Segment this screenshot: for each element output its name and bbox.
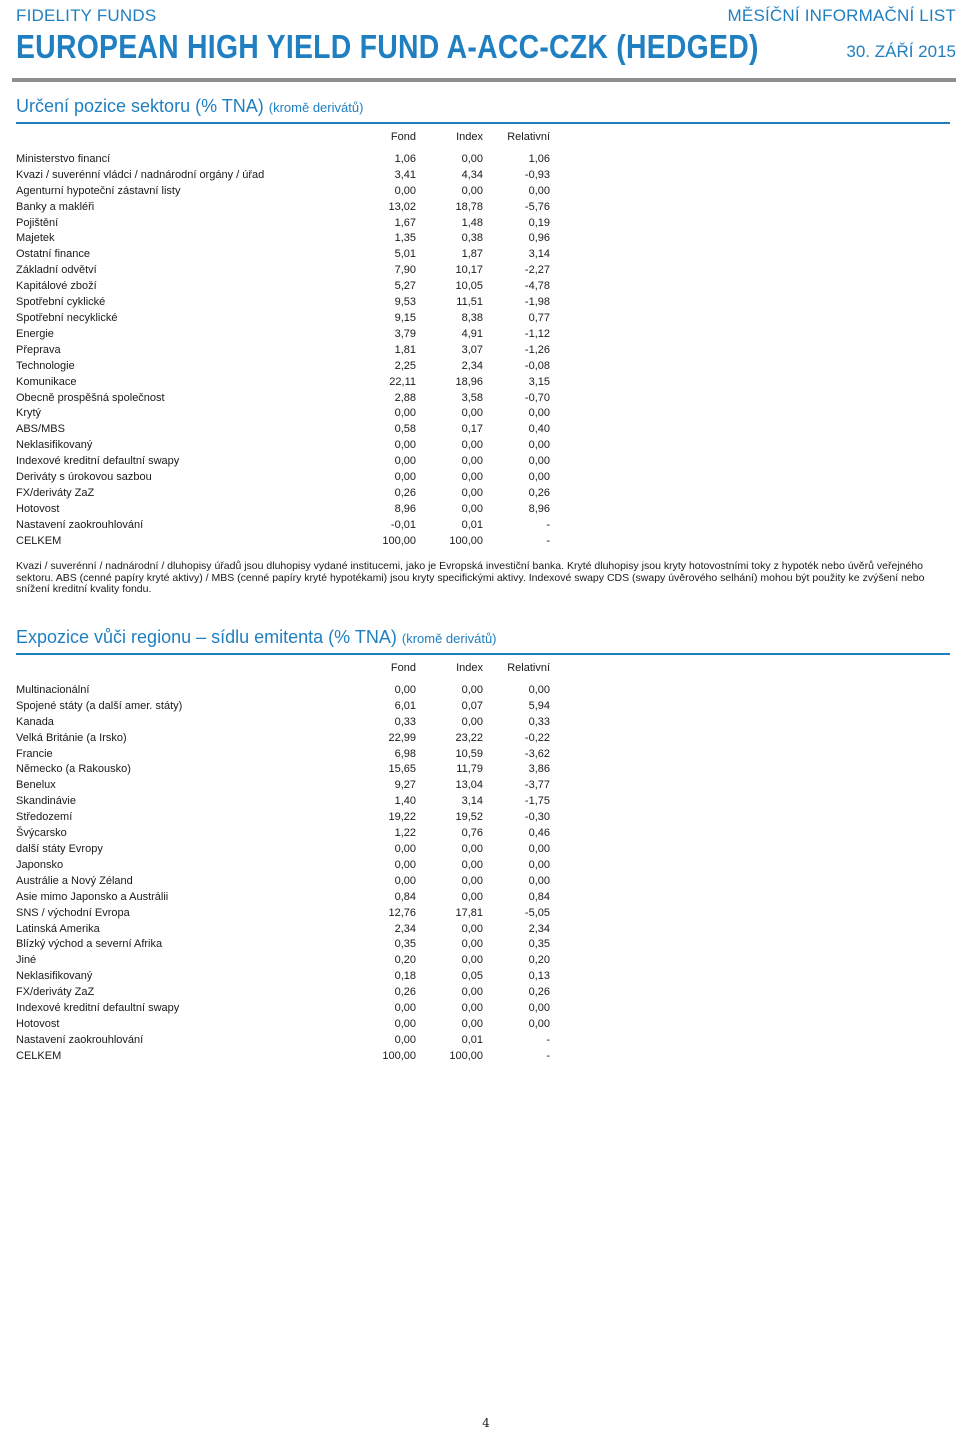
- relative-value: -0,93: [524, 168, 550, 181]
- table-row: [16, 184, 550, 200]
- relative-value: 3,15: [528, 375, 550, 388]
- index-value: 18,96: [455, 375, 483, 388]
- index-value: 1,48: [461, 216, 483, 229]
- index-value: 0,00: [461, 486, 483, 499]
- table-row: [16, 715, 550, 731]
- table-row: [16, 216, 550, 232]
- index-value: 8,38: [461, 311, 483, 324]
- row-label: Latinská Amerika: [16, 922, 100, 935]
- fund-value: 0,58: [394, 423, 416, 436]
- row-label: FX/deriváty ZaZ: [16, 486, 95, 499]
- fund-value: 100,00: [382, 534, 416, 547]
- header-top: [16, 6, 956, 26]
- relative-value: -1,98: [524, 296, 550, 309]
- relative-value: -0,30: [524, 811, 550, 824]
- index-value: 18,78: [455, 200, 483, 213]
- row-label: Benelux: [16, 779, 56, 792]
- relative-value: -1,26: [524, 343, 550, 356]
- table-row: [16, 311, 550, 327]
- index-value: 0,00: [461, 1002, 483, 1015]
- relative-value: -: [546, 534, 550, 547]
- index-value: 2,34: [461, 359, 483, 372]
- relative-value: 2,34: [528, 922, 550, 935]
- table-row: [16, 699, 550, 715]
- table-row: [16, 375, 550, 391]
- index-value: 0,76: [461, 827, 483, 840]
- fund-value: 3,41: [394, 168, 416, 181]
- relative-value: -: [546, 518, 550, 531]
- table-row: [16, 518, 550, 534]
- row-label: Deriváty s úrokovou sazbou: [16, 471, 152, 484]
- index-value: 0,00: [461, 407, 483, 420]
- index-value: 10,17: [455, 264, 483, 277]
- table-row: [16, 937, 550, 953]
- row-label: Kapitálové zboží: [16, 280, 97, 293]
- index-value: 0,00: [461, 471, 483, 484]
- relative-value: 0,35: [528, 938, 550, 951]
- row-label: Základní odvětví: [16, 264, 97, 277]
- table-row: [16, 295, 550, 311]
- index-value: 0,00: [461, 938, 483, 951]
- index-value: 3,07: [461, 343, 483, 356]
- relative-value: -5,05: [524, 906, 550, 919]
- row-label: Švýcarsko: [16, 827, 67, 840]
- row-label: Banky a makléři: [16, 200, 95, 213]
- index-value: 0,00: [461, 922, 483, 935]
- index-value: 11,51: [456, 296, 483, 309]
- index-value: 10,59: [455, 747, 483, 760]
- index-value: 0,38: [461, 232, 483, 245]
- relative-value: 0,00: [528, 471, 550, 484]
- relative-value: 0,00: [528, 407, 550, 420]
- row-label: Neklasifikovaný: [16, 439, 93, 452]
- row-label: Blízký východ a severní Afrika: [16, 938, 163, 951]
- fund-value: 8,96: [394, 502, 416, 515]
- row-label: Nastavení zaokrouhlování: [16, 1033, 144, 1046]
- row-label: Multinacionální: [16, 683, 90, 696]
- fund-value: 100,00: [382, 1049, 416, 1062]
- fund-value: 0,00: [394, 1002, 416, 1015]
- row-label: Hotovost: [16, 1017, 60, 1030]
- relative-value: 0,00: [528, 874, 550, 887]
- relative-value: 0,19: [528, 216, 550, 229]
- row-label: Energie: [16, 327, 54, 340]
- fund-value: 0,18: [394, 970, 416, 983]
- index-value: 0,00: [461, 1017, 483, 1030]
- fund-value: 0,33: [394, 715, 416, 728]
- relative-value: 0,13: [528, 970, 550, 983]
- region-table-body: [16, 683, 550, 1065]
- relative-value: -1,12: [524, 327, 550, 340]
- relative-value: 0,00: [528, 1017, 550, 1030]
- sector-title-text: Určení pozice sektoru (% TNA): [16, 96, 264, 116]
- row-label: Středozemí: [16, 811, 73, 824]
- index-value: 0,00: [461, 954, 483, 967]
- relative-value: 0,00: [528, 455, 550, 468]
- row-label: Skandinávie: [16, 795, 76, 808]
- table-row: [16, 279, 550, 295]
- index-value: 3,58: [461, 391, 483, 404]
- fund-value: 22,11: [389, 375, 416, 388]
- relative-value: 0,40: [528, 423, 550, 436]
- row-label: Ostatní finance: [16, 248, 90, 261]
- fund-value: 0,00: [394, 858, 416, 871]
- row-label: další státy Evropy: [16, 842, 103, 855]
- row-label: Technologie: [16, 359, 75, 372]
- region-table: [16, 661, 550, 1065]
- column-header-relative: Relativní: [507, 662, 550, 674]
- relative-value: -0,70: [524, 391, 550, 404]
- index-value: 0,01: [461, 1033, 483, 1046]
- table-row: [16, 1049, 550, 1065]
- sector-title: [16, 96, 950, 117]
- index-value: 0,00: [461, 986, 483, 999]
- fund-value: 0,35: [394, 938, 416, 951]
- relative-value: 0,00: [528, 184, 550, 197]
- row-label: Agenturní hypoteční zástavní listy: [16, 184, 181, 197]
- index-value: 0,00: [461, 184, 483, 197]
- index-value: 0,17: [461, 423, 483, 436]
- table-row: [16, 953, 550, 969]
- index-value: 23,22: [455, 731, 483, 744]
- column-header-index: Index: [456, 662, 483, 674]
- index-value: 3,14: [461, 795, 483, 808]
- row-label: Jiné: [16, 954, 37, 967]
- fund-value: 2,25: [394, 359, 416, 372]
- brand-name: FIDELITY FUNDS: [16, 6, 157, 25]
- table-row: [16, 842, 550, 858]
- relative-value: 0,96: [528, 232, 550, 245]
- relative-value: 0,46: [528, 827, 550, 840]
- relative-value: 3,86: [528, 763, 550, 776]
- fund-value: 2,88: [394, 391, 416, 404]
- region-title-rule: [16, 653, 950, 655]
- region-section: [16, 627, 950, 1065]
- relative-value: 0,26: [528, 986, 550, 999]
- region-subtitle: (kromě derivátů): [401, 631, 497, 646]
- index-value: 19,52: [455, 811, 483, 824]
- index-value: 4,91: [461, 327, 483, 340]
- row-label: Německo (a Rakousko): [16, 763, 131, 776]
- row-label: Indexové kreditní defaultní swapy: [16, 1002, 180, 1015]
- fund-value: 0,00: [394, 407, 416, 420]
- relative-value: 0,33: [528, 715, 550, 728]
- sector-section: [16, 96, 950, 550]
- sector-footnote: Kvazi / suverénní / nadnárodní / dluhopisy úřadů jsou dluhopisy vydané institucemi, jako je Evropská investiční banka. Kryté dluhopisy jsou kryty hotovostními toky z hypoték nebo úvěrů veřejného sektoru. ABS (cenné papíry kryté aktivy) / MBS (cenné papíry kryté hypotékami) jsou kryty specifickými aktivy. Indexové swapy CDS (swapy úvěrového selhání) mohou být použity ke zvýšení nebo snížení kreditní kvality fondu.: [16, 560, 925, 595]
- table-row: [16, 152, 550, 168]
- fund-value: 0,00: [394, 439, 416, 452]
- row-label: Pojištění: [16, 216, 59, 229]
- label-column-header: [16, 130, 366, 146]
- fund-value: 3,79: [394, 327, 416, 340]
- fund-value: 0,26: [394, 986, 416, 999]
- row-label: Neklasifikovaný: [16, 970, 93, 983]
- table-row: [16, 890, 550, 906]
- column-header-relative: Relativní: [507, 131, 550, 143]
- region-title: [16, 627, 950, 648]
- fund-value: 7,90: [394, 264, 416, 277]
- table-row: [16, 343, 550, 359]
- table-row: [16, 359, 550, 375]
- table-row: [16, 406, 550, 422]
- table-row: [16, 747, 550, 763]
- fund-value: 0,00: [394, 683, 416, 696]
- fund-value: 0,00: [394, 471, 416, 484]
- header-divider: [12, 78, 956, 82]
- fund-value: 2,34: [394, 922, 416, 935]
- relative-value: 1,06: [528, 152, 550, 165]
- row-label: Majetek: [16, 232, 55, 245]
- table-row: [16, 502, 550, 518]
- table-row: [16, 247, 550, 263]
- relative-value: -3,62: [524, 747, 550, 760]
- table-row: [16, 906, 550, 922]
- table-row: [16, 731, 550, 747]
- fund-value: 0,84: [394, 890, 416, 903]
- table-row: [16, 168, 550, 184]
- fund-value: 5,27: [394, 280, 416, 293]
- row-label: CELKEM: [16, 534, 62, 547]
- index-value: 100,00: [449, 534, 483, 547]
- row-label: ABS/MBS: [16, 423, 65, 436]
- index-value: 1,87: [461, 248, 483, 261]
- index-value: 0,01: [461, 518, 483, 531]
- table-row: [16, 858, 550, 874]
- index-value: 0,00: [461, 715, 483, 728]
- table-row: [16, 1001, 550, 1017]
- region-table-header: [16, 661, 550, 677]
- fund-value: 1,06: [394, 152, 416, 165]
- fund-value: 13,02: [388, 200, 416, 213]
- table-row: [16, 1017, 550, 1033]
- fund-value: 0,00: [394, 1017, 416, 1030]
- index-value: 0,00: [461, 858, 483, 871]
- table-row: [16, 454, 550, 470]
- document-date: 30. ZÁŘÍ 2015: [846, 42, 956, 61]
- sector-subtitle: (kromě derivátů): [268, 100, 364, 115]
- table-row: [16, 762, 550, 778]
- row-label: Spojené státy (a další amer. státy): [16, 699, 183, 712]
- table-row: [16, 327, 550, 343]
- table-row: [16, 794, 550, 810]
- relative-value: 5,94: [528, 699, 550, 712]
- row-label: FX/deriváty ZaZ: [16, 986, 95, 999]
- relative-value: 0,84: [528, 890, 550, 903]
- fund-value: 0,20: [394, 954, 416, 967]
- index-value: 0,00: [461, 683, 483, 696]
- column-header-fund: Fond: [390, 662, 416, 674]
- index-value: 11,79: [456, 763, 483, 776]
- relative-value: -3,77: [524, 779, 550, 792]
- fund-value: 1,67: [394, 216, 416, 229]
- fund-value: 1,22: [394, 827, 416, 840]
- fund-value: 9,15: [394, 311, 416, 324]
- row-label: Francie: [16, 747, 53, 760]
- sector-table-header: [16, 130, 550, 146]
- fund-title: EUROPEAN HIGH YIELD FUND A-ACC-CZK (HEDGED): [16, 28, 759, 65]
- row-label: Velká Británie (a Irsko): [16, 731, 127, 744]
- sector-table: [16, 130, 550, 550]
- relative-value: 0,00: [528, 858, 550, 871]
- relative-value: -: [546, 1049, 550, 1062]
- row-label: Japonsko: [16, 858, 64, 871]
- row-label: Kvazi / suverénní vládci / nadnárodní orgány / úřad: [16, 168, 265, 181]
- fund-value: 9,27: [394, 779, 416, 792]
- relative-value: -1,75: [524, 795, 550, 808]
- column-header-index: Index: [456, 131, 483, 143]
- fund-value: 22,99: [388, 731, 416, 744]
- sector-table-body: [16, 152, 550, 550]
- fund-value: 1,40: [394, 795, 416, 808]
- index-value: 13,04: [455, 779, 483, 792]
- row-label: Přeprava: [16, 343, 61, 356]
- row-label: Krytý: [16, 407, 42, 420]
- relative-value: 0,00: [528, 842, 550, 855]
- table-row: [16, 1033, 550, 1049]
- fund-value: 19,22: [388, 811, 416, 824]
- table-row: [16, 534, 550, 550]
- table-row: [16, 985, 550, 1001]
- fund-value: 5,01: [394, 248, 416, 261]
- fund-value: 15,65: [388, 763, 416, 776]
- relative-value: -: [546, 1033, 550, 1046]
- relative-value: 0,00: [528, 1002, 550, 1015]
- fund-value: 1,35: [394, 232, 416, 245]
- sector-title-rule: [16, 122, 950, 124]
- table-row: [16, 874, 550, 890]
- row-label: Spotřební cyklické: [16, 296, 106, 309]
- row-label: Indexové kreditní defaultní swapy: [16, 455, 180, 468]
- page-number: 4: [482, 1416, 490, 1430]
- relative-value: 0,00: [528, 439, 550, 452]
- row-label: Nastavení zaokrouhlování: [16, 518, 144, 531]
- table-row: [16, 391, 550, 407]
- region-title-text: Expozice vůči regionu – sídlu emitenta (% TNA): [16, 627, 397, 647]
- fund-value: 0,00: [394, 842, 416, 855]
- index-value: 100,00: [449, 1049, 483, 1062]
- table-row: [16, 922, 550, 938]
- index-value: 0,00: [461, 152, 483, 165]
- relative-value: -5,76: [524, 200, 550, 213]
- relative-value: -2,27: [524, 264, 550, 277]
- row-label: Obecně prospěšná společnost: [16, 391, 165, 404]
- fund-value: 0,26: [394, 486, 416, 499]
- document-type: MĚSÍČNÍ INFORMAČNÍ LIST: [727, 6, 956, 25]
- index-value: 0,00: [461, 502, 483, 515]
- relative-value: 0,26: [528, 486, 550, 499]
- fund-value: 9,53: [394, 296, 416, 309]
- table-row: [16, 810, 550, 826]
- table-row: [16, 470, 550, 486]
- index-value: 0,00: [461, 890, 483, 903]
- index-value: 0,00: [461, 874, 483, 887]
- row-label: Hotovost: [16, 502, 60, 515]
- fund-value: 12,76: [388, 906, 416, 919]
- row-label: Asie mimo Japonsko a Austrálii: [16, 890, 169, 903]
- fund-value: 0,00: [394, 184, 416, 197]
- row-label: SNS / východní Evropa: [16, 906, 130, 919]
- fund-value: 6,98: [394, 747, 416, 760]
- fund-value: 0,00: [394, 1033, 416, 1046]
- table-row: [16, 263, 550, 279]
- index-value: 10,05: [455, 280, 483, 293]
- column-header-fund: Fond: [390, 131, 416, 143]
- relative-value: 0,20: [528, 954, 550, 967]
- table-row: [16, 438, 550, 454]
- table-row: [16, 422, 550, 438]
- table-row: [16, 826, 550, 842]
- row-label: Spotřební necyklické: [16, 311, 118, 324]
- row-label: Komunikace: [16, 375, 77, 388]
- row-label: Kanada: [16, 715, 54, 728]
- index-value: 0,07: [461, 699, 483, 712]
- fund-value: 0,00: [394, 874, 416, 887]
- index-value: 4,34: [461, 168, 483, 181]
- fund-value: 6,01: [394, 699, 416, 712]
- index-value: 0,05: [461, 970, 483, 983]
- fund-value: 0,00: [394, 455, 416, 468]
- relative-value: -4,78: [524, 280, 550, 293]
- index-value: 0,00: [461, 455, 483, 468]
- index-value: 0,00: [461, 842, 483, 855]
- index-value: 0,00: [461, 439, 483, 452]
- table-row: [16, 683, 550, 699]
- table-row: [16, 778, 550, 794]
- table-row: [16, 200, 550, 216]
- row-label: Ministerstvo financí: [16, 152, 111, 165]
- row-label: Austrálie a Nový Zéland: [16, 874, 133, 887]
- index-value: 17,81: [455, 906, 483, 919]
- relative-value: -0,22: [524, 731, 550, 744]
- fund-value: 1,81: [394, 343, 416, 356]
- relative-value: 3,14: [528, 248, 550, 261]
- relative-value: 0,00: [528, 683, 550, 696]
- fund-value: -0,01: [390, 518, 416, 531]
- relative-value: 8,96: [528, 502, 550, 515]
- table-row: [16, 969, 550, 985]
- row-label: CELKEM: [16, 1049, 62, 1062]
- label-column-header: [16, 661, 366, 677]
- table-row: [16, 231, 550, 247]
- relative-value: 0,77: [528, 311, 550, 324]
- table-row: [16, 486, 550, 502]
- relative-value: -0,08: [524, 359, 550, 372]
